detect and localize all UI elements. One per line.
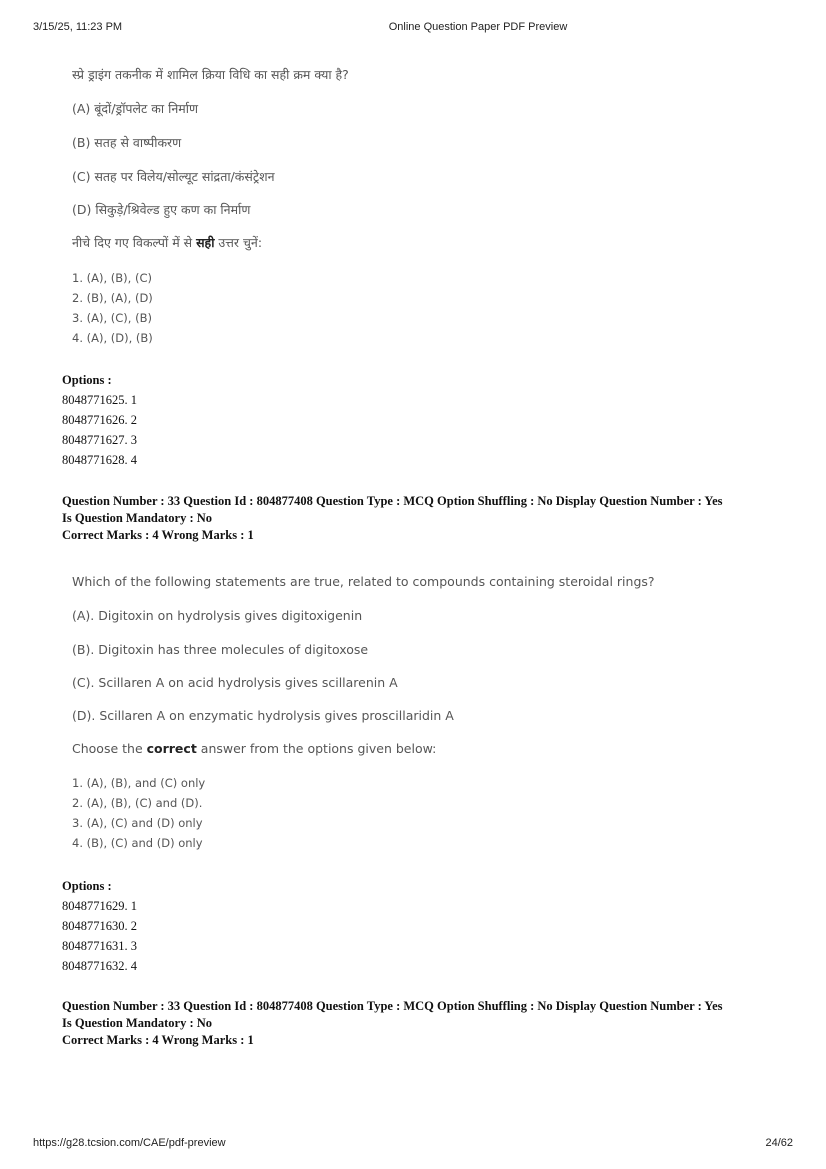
question-2-choice-2: 2. (A), (B), (C) and (D). xyxy=(72,796,203,810)
question-meta-1 xyxy=(62,493,782,544)
options-list-2 xyxy=(62,876,137,976)
question-meta-line: Question Number : 33 Question Id : 804877408 Question Type : MCQ Option Shuffling : No Display Question Number : Yes xyxy=(62,999,723,1013)
question-2-stem: Which of the following statements are true, related to compounds containing steroidal rings? xyxy=(72,574,655,589)
option-id: 8048771630. 2 xyxy=(62,919,137,933)
question-mandatory: Is Question Mandatory : No xyxy=(62,1016,213,1030)
question-2-statement-d: (D). Scillaren A on enzymatic hydrolysis gives proscillaridin A xyxy=(72,708,454,723)
question-meta-line: Question Number : 33 Question Id : 804877408 Question Type : MCQ Option Shuffling : No Display Question Number : Yes xyxy=(62,494,723,508)
question-1-statement-a: (A) बूंदों/ड्रॉपलेट का निर्माण xyxy=(72,101,199,116)
option-id: 8048771631. 3 xyxy=(62,939,137,953)
question-1-stem: स्प्रे ड्राइंग तकनीक में शामिल क्रिया विधि का सही क्रम क्या है? xyxy=(72,67,349,82)
question-2-statement-a: (A). Digitoxin on hydrolysis gives digitoxigenin xyxy=(72,608,363,623)
option-id: 8048771632. 4 xyxy=(62,959,137,973)
question-1-statement-b: (B) सतह से वाष्पीकरण xyxy=(72,135,182,150)
question-1-choice-2: 2. (B), (A), (D) xyxy=(72,291,153,305)
question-2-choice-4: 4. (B), (C) and (D) only xyxy=(72,836,203,850)
question-1-choice-4: 4. (A), (D), (B) xyxy=(72,331,153,345)
question-2-choice-3: 3. (A), (C) and (D) only xyxy=(72,816,203,830)
question-2-statement-b: (B). Digitoxin has three molecules of digitoxose xyxy=(72,642,369,657)
question-1-statement-c: (C) सतह पर विलेय/सोल्यूट सांद्रता/कंसंट्रेशन xyxy=(72,169,275,184)
option-id: 8048771625. 1 xyxy=(62,393,137,407)
page-number: 24/62 xyxy=(765,1137,793,1149)
question-1-choice-1: 1. (A), (B), (C) xyxy=(72,271,152,285)
option-id: 8048771627. 3 xyxy=(62,433,137,447)
options-label: Options : xyxy=(62,879,112,893)
option-id: 8048771626. 2 xyxy=(62,413,137,427)
question-1-choice-3: 3. (A), (C), (B) xyxy=(72,311,152,325)
option-id: 8048771628. 4 xyxy=(62,453,137,467)
marks-info: Correct Marks : 4 Wrong Marks : 1 xyxy=(62,1033,254,1047)
question-2-statement-c: (C). Scillaren A on acid hydrolysis gives scillarenin A xyxy=(72,675,398,690)
option-id: 8048771629. 1 xyxy=(62,899,137,913)
question-mandatory: Is Question Mandatory : No xyxy=(62,511,213,525)
options-list-1 xyxy=(62,370,137,470)
question-2-instruction: Choose the correct answer from the options given below: xyxy=(72,741,437,756)
question-1-statement-d: (D) सिकुड़े/श्रिवेल्ड हुए कण का निर्माण xyxy=(72,202,251,217)
marks-info: Correct Marks : 4 Wrong Marks : 1 xyxy=(62,528,254,542)
options-label: Options : xyxy=(62,373,112,387)
page-url: https://g28.tcsion.com/CAE/pdf-preview xyxy=(33,1137,226,1149)
page-title: Online Question Paper PDF Preview xyxy=(388,21,568,33)
question-1-instruction: नीचे दिए गए विकल्पों में से सही उत्तर चुनें: xyxy=(72,235,263,250)
print-datetime: 3/15/25, 11:23 PM xyxy=(33,21,123,33)
question-2-choice-1: 1. (A), (B), and (C) only xyxy=(72,776,206,790)
question-meta-2 xyxy=(62,998,782,1049)
